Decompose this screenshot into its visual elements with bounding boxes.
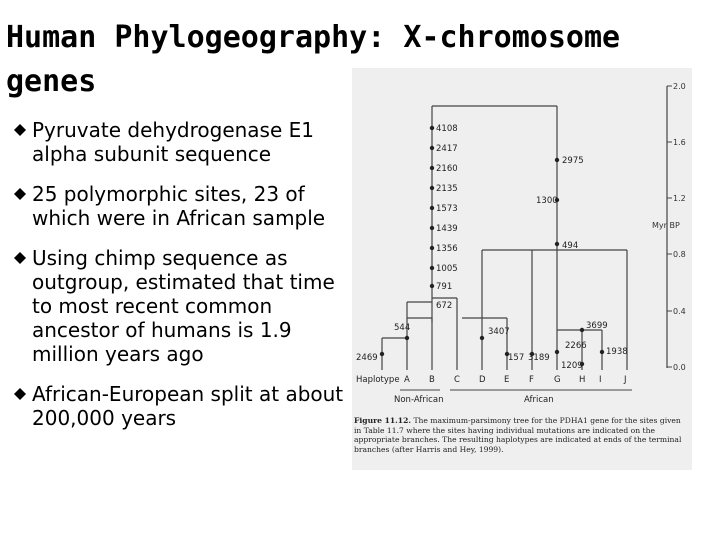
- mutation-dot: [380, 352, 384, 356]
- phylogeny-figure: [352, 68, 692, 470]
- mutation-dot: [555, 350, 559, 354]
- branch-site-labels: [356, 156, 628, 371]
- mutation-dot: [555, 242, 559, 246]
- mutation-dot: [600, 350, 604, 354]
- mutation-dot: [430, 246, 434, 250]
- site-label: 1938: [606, 347, 628, 357]
- haplotype-letter: D: [479, 375, 486, 385]
- figure-caption: [354, 416, 686, 454]
- time-axis: [652, 82, 686, 372]
- site-label: 3189: [528, 353, 550, 363]
- mutation-dot: [555, 158, 559, 162]
- site-label: 672: [436, 301, 453, 311]
- bullet-item: [14, 382, 354, 430]
- haplotype-letter: B: [429, 375, 435, 385]
- site-label: 157: [508, 353, 525, 363]
- axis-tick-label: 1.6: [673, 138, 686, 147]
- mutation-dot: [430, 186, 434, 190]
- phylogenetic-tree: [352, 68, 692, 470]
- site-label: 494: [562, 241, 579, 251]
- site-label: 1005: [436, 264, 458, 274]
- axis-tick-label: 1.2: [673, 194, 686, 203]
- haplotype-letter: A: [404, 375, 410, 385]
- haplotype-letter: I: [599, 375, 602, 385]
- site-label: 2160: [436, 164, 458, 174]
- site-label: 1300: [536, 196, 558, 206]
- site-label: 2417: [436, 144, 458, 154]
- haplotype-row-label: Haplotype: [356, 375, 400, 385]
- site-label: 1573: [436, 204, 458, 214]
- mutation-dot: [430, 146, 434, 150]
- site-label: 2266: [565, 341, 587, 351]
- bullet-text: 25 polymorphic sites, 23 of which were in African sample: [32, 182, 326, 230]
- mutation-dot: [430, 226, 434, 230]
- mutation-dot: [480, 336, 484, 340]
- site-label: 1356: [436, 244, 458, 254]
- mutation-dot: [430, 284, 434, 288]
- mutation-dot: [430, 266, 434, 270]
- site-label: 2135: [436, 184, 458, 194]
- site-label: 1439: [436, 224, 458, 234]
- group-label-african: African: [524, 395, 554, 405]
- site-label: 4108: [436, 124, 458, 134]
- haplotype-letter: G: [554, 375, 561, 385]
- title-line-1: Human Phylogeography: X-chromosome: [6, 20, 621, 55]
- root-site-labels: [436, 124, 458, 311]
- bullet-item: [14, 182, 354, 230]
- diamond-bullet-icon: [14, 188, 26, 200]
- axis-tick-label: 0.0: [673, 363, 686, 372]
- bullet-text: Pyruvate dehydrogenase E1 alpha subunit sequence: [32, 118, 314, 166]
- group-label-non-african: Non-African: [394, 395, 444, 405]
- bullet-item: [14, 118, 354, 166]
- haplotype-letter: F: [529, 375, 534, 385]
- axis-tick-label: 0.4: [673, 307, 686, 316]
- site-label: 3699: [586, 321, 608, 331]
- haplotype-letter: C: [454, 375, 460, 385]
- diamond-bullet-icon: [14, 388, 26, 400]
- haplotype-letter: J: [624, 375, 627, 385]
- bullet-item: [14, 246, 354, 366]
- site-label: 3407: [488, 327, 510, 337]
- title-line-2: genes: [6, 64, 97, 99]
- mutation-dot: [405, 336, 409, 340]
- diamond-bullet-icon: [14, 124, 26, 136]
- axis-tick-label: 0.8: [673, 250, 686, 259]
- mutation-dot: [430, 206, 434, 210]
- caption-text: The maximum-parsimony tree for the PDHA1 gene for the sites given in Table 11.7 where the sites having individual mutations are indicated on the appropriate branches. The resulting haplotypes are indicated at ends of the terminal branches (after Harris and Hey, 1999).: [354, 416, 682, 454]
- axis-label: Myr BP: [652, 221, 680, 230]
- haplotype-letter: E: [504, 375, 510, 385]
- site-label: 2975: [562, 156, 584, 166]
- mutation-dot: [430, 126, 434, 130]
- mutation-dot: [580, 328, 584, 332]
- site-label: 791: [436, 282, 453, 292]
- haplotype-row: [356, 375, 627, 385]
- site-label: 2469: [356, 353, 378, 363]
- diamond-bullet-icon: [14, 252, 26, 264]
- site-label: 1209: [561, 361, 583, 371]
- bullet-text: African-European split at about 200,000 years: [32, 382, 344, 430]
- bullet-list: [14, 118, 354, 446]
- site-label: 544: [394, 323, 411, 333]
- group-brackets: [394, 390, 632, 405]
- bullet-text: Using chimp sequence as outgroup, estimated that time to most recent common ancestor of humans is 1.9 million years ago: [32, 246, 335, 366]
- haplotype-letter: H: [579, 375, 586, 385]
- mutation-dot: [430, 166, 434, 170]
- caption-head: Figure 11.12.: [354, 416, 412, 425]
- axis-tick-label: 2.0: [673, 82, 686, 91]
